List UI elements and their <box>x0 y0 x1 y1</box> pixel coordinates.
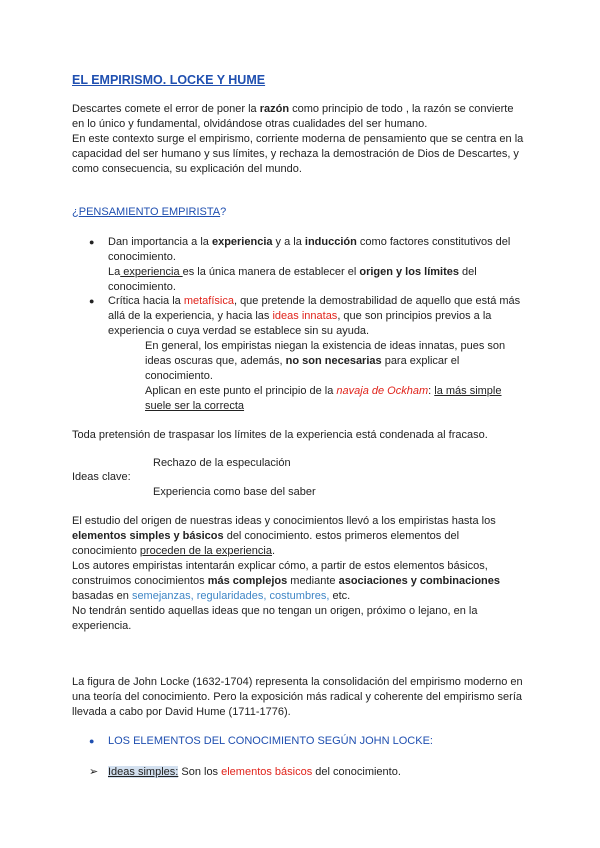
bullet1-line-4: conocimiento. <box>108 281 176 293</box>
text: como factores constitutivos del <box>356 236 511 248</box>
bold-elementos-simples: elementos simples y básicos <box>72 530 224 542</box>
locke-line-1: La figura de John Locke (1632-1704) representa la consolidación del empirismo moderno en <box>72 676 523 688</box>
estudio-line-4: Los autores empiristas intentarán explicar cómo, a partir de estos elementos básicos, <box>72 560 488 572</box>
text: del conocimiento. <box>312 766 401 778</box>
locke-line-2: una teoría del conocimiento. Pero la exposición más radical y coherente del empirismo sería <box>72 691 523 703</box>
text: Aplican en este punto el principio de la <box>145 385 337 397</box>
text: para explicar el <box>381 355 460 367</box>
bold-asociaciones: asociaciones y combinaciones <box>338 575 500 587</box>
red-metafisica: metafísica <box>183 295 234 307</box>
highlighted-ideas-simples: Ideas simples: <box>108 766 179 778</box>
underlined-correcta: suele ser la correcta <box>145 400 245 412</box>
bullet2-line-8 <box>145 399 244 414</box>
arrow-icon: ➢ <box>89 766 99 778</box>
bold-mas-complejos: más complejos <box>207 575 288 587</box>
underlined-proceden: proceden de la experiencia <box>139 545 272 557</box>
question-open: ¿ <box>72 206 79 218</box>
text: Son los <box>178 766 222 778</box>
intro-line-3: En este contexto surge el empirismo, corriente moderna de pensamiento que se centra en la <box>72 133 524 145</box>
intro-bold-razon: razón <box>259 103 290 115</box>
text: . <box>271 545 276 557</box>
text: La <box>108 266 121 278</box>
bullet2-line-6: conocimiento. <box>145 370 213 382</box>
intro-line-1 <box>72 102 513 117</box>
bullet-icon: ● <box>89 736 95 746</box>
text: del conocimiento. estos primeros elementos del <box>223 530 460 542</box>
text: y a la <box>272 236 305 248</box>
text: , que son principios previos a la <box>337 310 492 322</box>
estudio-line-6 <box>72 589 350 604</box>
question-text: PENSAMIENTO EMPIRISTA <box>78 206 221 218</box>
bold-origen-limites: origen y los límites <box>359 266 459 278</box>
text: , que pretende la demostrabilidad de aquello que está más <box>233 295 521 307</box>
bullet2-line-4: En general, los empiristas niegan la existencia de ideas innatas, pues son <box>145 340 506 352</box>
text: Dan importancia a la <box>108 236 212 248</box>
bold-no-necesarias: no son necesarias <box>285 355 382 367</box>
bullet1-line-2: conocimiento. <box>108 251 176 263</box>
intro-text: Descartes comete el error de poner la <box>72 103 260 115</box>
red-navaja-ockham: navaja de Ockham <box>336 385 429 397</box>
underlined-experiencia: experiencia <box>120 266 183 278</box>
bullet1-line-1 <box>108 235 510 250</box>
text: mediante <box>287 575 339 587</box>
ideas-clave-label: Ideas clave: <box>72 471 131 483</box>
bullet2-line-5 <box>145 354 459 369</box>
bullet2-line-7 <box>145 384 502 399</box>
teal-semejanzas: semejanzas, regularidades, costumbres, <box>131 590 330 602</box>
ideas-clave-item-1: Rechazo de la especulación <box>153 457 291 469</box>
text: ideas oscuras que, además, <box>145 355 286 367</box>
page-title: EL EMPIRISMO. LOCKE Y HUME <box>72 73 266 87</box>
text: etc. <box>329 590 351 602</box>
bold-induccion: inducción <box>304 236 357 248</box>
bullet2-line-3: experiencia o cuya verdad se establece sin su ayuda. <box>108 325 370 337</box>
text: allá de la experiencia, y hacia las <box>108 310 273 322</box>
text: Crítica hacia la <box>108 295 184 307</box>
text: es la única manera de establecer el <box>182 266 360 278</box>
elementos-heading: LOS ELEMENTOS DEL CONOCIMIENTO SEGÚN JOHN LOCKE: <box>108 735 433 747</box>
text: conocimiento <box>72 545 140 557</box>
estudio-line-5 <box>72 574 500 589</box>
red-ideas-innatas: ideas innatas <box>272 310 338 322</box>
estudio-line-8: experiencia. <box>72 620 132 632</box>
bullet2-line-1 <box>108 294 520 309</box>
intro-line-4: capacidad del ser humano y sus límites, y rechaza la demostración de Dios de Descartes, y <box>72 148 519 160</box>
estudio-line-7: No tendrán sentido aquellas ideas que no tengan un origen, próximo o lejano, en la <box>72 605 478 617</box>
intro-text: como principio de todo , la razón se convierte <box>289 103 514 115</box>
section-question <box>72 205 226 220</box>
estudio-line-2 <box>72 529 459 544</box>
intro-line-2: en lo único y fundamental, olvidándose otras cualidades del ser humano. <box>72 118 428 130</box>
bullet-icon: ● <box>89 237 95 247</box>
text: del <box>458 266 477 278</box>
bullet2-line-2 <box>108 309 491 324</box>
locke-line-3: llevada a cabo por David Hume (1711-1776). <box>72 706 291 718</box>
estudio-line-1: El estudio del origen de nuestras ideas y conocimientos llevó a los empiristas hasta los <box>72 515 496 527</box>
ideas-clave-item-2: Experiencia como base del saber <box>153 486 316 498</box>
ideas-simples-line <box>108 765 401 780</box>
underlined-mas-simple: la más simple <box>434 385 502 397</box>
red-elementos-basicos: elementos básicos <box>221 766 313 778</box>
text: construimos conocimientos <box>72 575 208 587</box>
intro-line-5: como consecuencia, su explicación del mundo. <box>72 163 302 175</box>
pretension-line: Toda pretensión de traspasar los límites de la experiencia está condenada al fracaso. <box>72 429 488 441</box>
question-close: ? <box>220 206 227 218</box>
bold-experiencia: experiencia <box>211 236 273 248</box>
estudio-line-3 <box>72 544 275 559</box>
bullet1-line-3 <box>108 265 477 280</box>
text: : <box>428 385 435 397</box>
text: basadas en <box>72 590 132 602</box>
bullet-icon: ● <box>89 296 95 306</box>
